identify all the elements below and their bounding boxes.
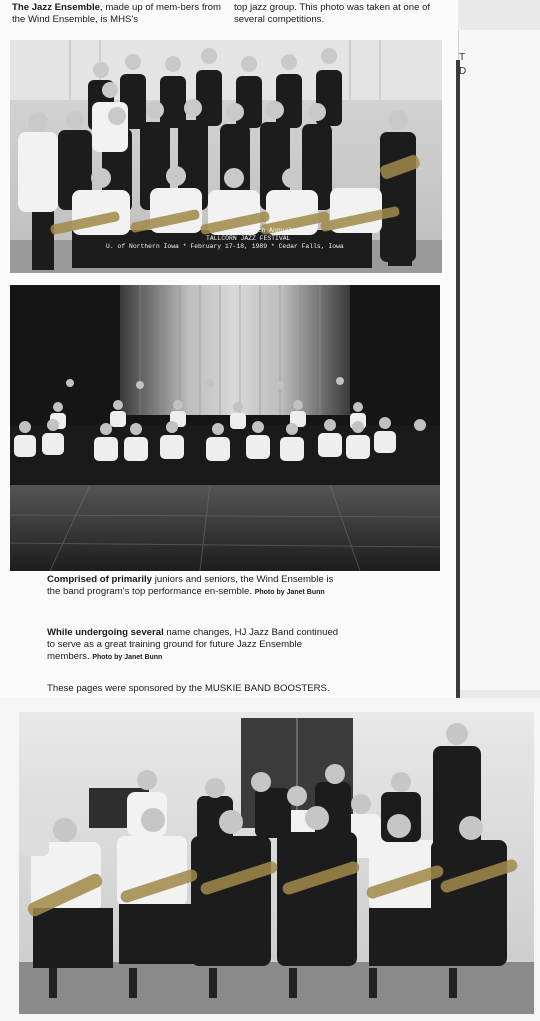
photo-jazz-ensemble xyxy=(10,40,442,273)
photo-hj-jazz-band xyxy=(19,712,534,1014)
caption-hj-lead: While undergoing several xyxy=(47,627,164,638)
photo-wind-ensemble xyxy=(10,285,440,571)
caption-jazz-ensemble-cont: top jazz group. This photo was taken at one of several competitions. xyxy=(234,2,431,25)
banner-line-2: TALLCORN JAZZ FESTIVAL xyxy=(206,235,291,242)
caption-hj-rest: name changes, HJ Jazz Band continued to serve as a great training ground for future Jazz Ensemble members. xyxy=(47,627,339,662)
page-edge-right xyxy=(458,30,540,690)
edge-letter-2: D xyxy=(459,66,467,77)
caption-hj-jazz-band xyxy=(47,627,347,664)
caption-rest: , made up of mem-bers from the Wind Ensemble, is MHS's xyxy=(12,2,222,25)
facing-page-strip xyxy=(456,60,460,700)
banner-line-3: U. of Northern Iowa * February 17-18, 1989 * Cedar Falls, Iowa xyxy=(106,243,344,250)
caption-lead: The Jazz Ensemble xyxy=(12,2,100,13)
edge-letter-1: T xyxy=(459,52,466,63)
photo-credit-2: Photo by Janet Bunn xyxy=(92,654,163,661)
photo-credit-1: Photo by Janet Bunn xyxy=(254,589,325,596)
banner-line-1: 34th Annual xyxy=(250,227,293,234)
caption-wind-ensemble xyxy=(47,574,347,599)
caption-jazz-ensemble xyxy=(12,2,222,26)
sponsor-note: These pages were sponsored by the MUSKIE BAND BOOSTERS. xyxy=(47,683,330,694)
caption-wind-rest: juniors and seniors, the Wind Ensemble is the band program's top performance en-semble. xyxy=(47,574,334,597)
caption-wind-lead: Comprised of primarily xyxy=(47,574,153,585)
